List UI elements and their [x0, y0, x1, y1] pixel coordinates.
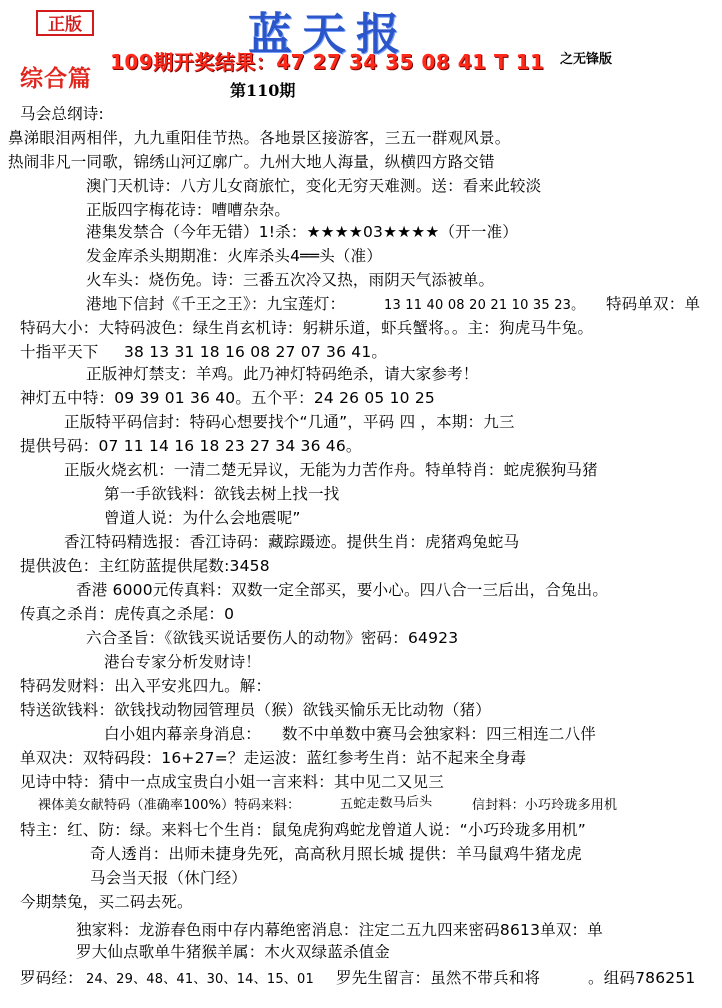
text-line: 港台专家分析发财诗！	[104, 653, 262, 671]
text-line: 马会总纲诗:	[20, 105, 104, 123]
text-line: 港集发禁合（今年无错）1!杀：★★★★03★★★★（开一准）	[86, 223, 518, 241]
text-line: 曾道人说：为什么会地震呢”	[104, 509, 301, 527]
text-line: 港地下信封《千王之王》：九宝莲灯：	[86, 295, 346, 313]
text-line: 第一手欲钱料：欲钱去树上找一找	[104, 485, 340, 503]
text-line: 白小姐内幕亲身消息：	[104, 725, 262, 743]
draw-results: 109期开奖结果：47 27 34 35 08 41 T 11	[110, 50, 545, 74]
text-line: 裸体美女献特码（准确率100%）特码来料：	[38, 798, 301, 813]
issue-number: 第110期	[230, 81, 296, 100]
text-line: 香江特码精选报：香江诗码：藏踪蹑迹。提供生肖：虎猪鸡兔蛇马	[64, 533, 520, 551]
text-line: 鼻涕眼泪两相伴，九九重阳佳节热。各地景区接游客，三五一群观风景。	[8, 129, 511, 147]
text-line: 13 11 40 08 20 21 10 35 23。	[384, 298, 585, 313]
text-line: 十指平天下	[20, 343, 99, 361]
text-line: 提供号码：07 11 14 16 18 23 27 34 36 46。	[20, 437, 362, 455]
text-line: 。组码786251	[588, 969, 696, 987]
text-line: 特码大小：大特码波色：绿生肖玄机诗：躬耕乐道，虾兵蟹将。。主：狗虎马牛兔。	[20, 319, 594, 337]
text-line: 特码单双：单	[606, 295, 701, 313]
text-line: 单双决：双特码段：16+27=？走运波：蓝红参考生肖：站不起来全身毒	[20, 749, 527, 767]
text-line: 正版特平码信封：特码心想要找个“几通”，平码 四 ，本期：九三	[64, 413, 515, 431]
masthead-title: 蓝天报	[248, 9, 410, 60]
section-title: 综合篇	[20, 65, 92, 92]
text-line: 24、29、48、41、30、14、15、01	[86, 972, 314, 987]
text-line: 马会当天报（休门经）	[90, 869, 248, 887]
text-line: 特送欲钱料：欲钱找动物园管理员（猴）欲钱买愉乐无比动物（猪）	[20, 701, 492, 719]
text-line: 提供波色：主红防蓝提供尾数:3458	[20, 557, 270, 575]
text-line: 罗先生留言：虽然不带兵和将	[336, 969, 541, 987]
text-line: 发金库杀头期期准：火库杀头4══头（准）	[86, 247, 383, 265]
text-line: 数不中单数中赛马会独家料：四三相连二八伴	[282, 725, 597, 743]
text-line: 奇人透肖：出师未捷身先死，高高秋月照长城 提供：羊马鼠鸡牛猪龙虎	[90, 845, 582, 863]
text-line: 神灯五中特：09 39 01 36 40。五个平：24 26 05 10 25	[20, 389, 435, 407]
text-line: 正版神灯禁支：羊鸡。此乃神灯特码绝杀，请大家参考！	[86, 365, 479, 383]
edition-label: 之无锋版	[560, 52, 613, 67]
text-line: 罗大仙点歌单牛猪猴羊属：木火双绿蓝杀值金	[76, 943, 391, 961]
text-line: 特主：红、防：绿。来料七个生肖：鼠兔虎狗鸡蛇龙曾道人说：“小巧玲珑多用机”	[20, 821, 586, 839]
text-line: 今期禁兔，买二码去死。	[20, 893, 193, 911]
text-line: 正版四字梅花诗：嘈嘈杂杂。	[86, 201, 291, 219]
text-line: 澳门天机诗：八方儿女商旅忙，变化无穷天难测。送：看来此较淡	[86, 177, 542, 195]
text-line: 热闹非凡一同歌，锦绣山河辽廓广。九州大地人海量，纵横四方路交错	[8, 153, 495, 171]
text-line: 香港 6000元传真料：双数一定全部买，要小心。四八合一三后出，合兔出。	[76, 581, 609, 599]
text-line: 特码发财料：出入平安兆四九。解：	[20, 677, 272, 695]
handwritten-note: 五蛇走数马后头	[339, 794, 433, 813]
text-line: 火车头：烧伤免。诗：三番五次冷又热，雨阴天气添被单。	[86, 271, 495, 289]
authentic-stamp: 正版	[36, 10, 94, 36]
text-line: 见诗中特：猜中一点成宝贵白小姐一言来料：其中见二又见三	[20, 773, 444, 791]
text-line: 六合圣旨：《欲钱买说话要伤人的动物》密码：64923	[86, 629, 459, 647]
text-line: 信封料：小巧玲珑多用机	[472, 798, 618, 813]
text-line: 传真之杀肖：虎传真之杀尾：0	[20, 605, 235, 623]
text-line: 独家料：龙游春色雨中存内幕绝密消息：注定二五九四来密码8613单双：单	[76, 921, 603, 939]
text-line: 38 13 31 18 16 08 27 07 36 41。	[124, 343, 388, 361]
text-line: 罗码经：	[20, 969, 83, 987]
text-line: 正版火烧玄机：一清二楚无异议，无能为力苦作舟。特单特肖：蛇虎猴狗马猪	[64, 461, 598, 479]
